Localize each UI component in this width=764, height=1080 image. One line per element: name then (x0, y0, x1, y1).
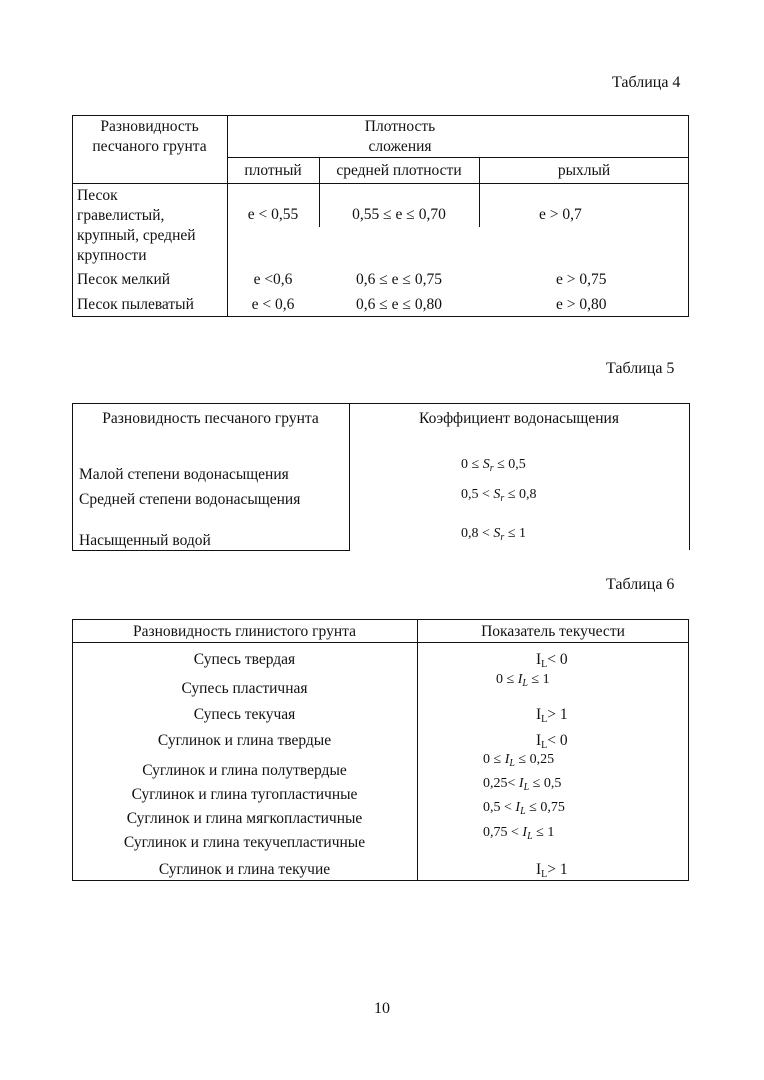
table4-cell: e <0,6 (253, 271, 293, 288)
table6-formula: $0,75 < I_L \le 1$ (483, 825, 555, 842)
table4-cell: e < 0,55 (247, 206, 299, 223)
table6-formula: $0,5 < I_L \le 0,75$ (483, 800, 565, 817)
table4-row3-name: Песок пылеватый (77, 296, 194, 313)
table4-row1-name: крупный, средней (77, 227, 196, 244)
table4-subheader-medium: средней плотности (336, 162, 462, 179)
page-number: 10 (374, 1000, 390, 1017)
table5-row2-name: Средней степени водонасыщения (79, 491, 301, 508)
table6-row-name: Суглинок и глина тугопластичные (131, 786, 358, 803)
table6-row-name: Суглинок и глина мягкопластичные (126, 810, 363, 827)
table6-formula: $0,25< I_L \le 0,5$ (483, 776, 562, 793)
table4-row2-name: Песок мелкий (77, 271, 171, 288)
table6-row-name: Суглинок и глина текучие (158, 861, 331, 878)
table6-row-name: Супесь текучая (193, 706, 296, 723)
table5-header-variety: Разновидность песчаного грунта (102, 410, 319, 427)
table4-subheader-dense: плотный (244, 162, 302, 179)
table6-header-liquidity: Показатель текучести (481, 623, 625, 640)
table4-row1-name: Песок (77, 187, 118, 204)
table4-row (77, 186, 196, 266)
table4-cell: e > 0,75 (556, 271, 607, 288)
table4-cell: e > 0,7 (539, 206, 582, 223)
table5-row1-formula: $0 \le S_r \le 0,5$ (461, 457, 526, 474)
table5-row2-formula: $0,5 < S_r \le 0,8$ (461, 487, 537, 504)
table6-row-name: Суглинок и глина полутвердые (142, 762, 347, 779)
table6-row-name: Суглинок и глина твердые (157, 732, 332, 749)
table6-formula: $0 \le I_L \le 1$ (496, 672, 550, 689)
table6-row-name: Супесь пластичная (181, 680, 308, 697)
table4-cell: e > 0,80 (556, 296, 607, 313)
table6-header-variety: Разновидность глинистого грунта (133, 623, 356, 640)
table6-formula: $0 \le I_L \le 0,25$ (483, 752, 555, 769)
table6-row-name: Супесь твердая (193, 651, 296, 668)
table4-cell: 0,6 ≤ e ≤ 0,75 (356, 271, 442, 288)
table4-header-density-2: сложения (368, 138, 432, 155)
table6-formula: $I_L< 0$ (536, 651, 568, 670)
table4-cell: e < 0,6 (251, 296, 295, 313)
table4-caption: Таблица 4 (612, 74, 681, 91)
table5-header-coefficient: Коэффициент водонасыщения (419, 410, 619, 427)
table6-row-name: Суглинок и глина текучепластичные (123, 834, 366, 851)
table5-row1-name: Малой степени водонасыщения (79, 466, 289, 483)
table4-cell: 0,6 ≤ e ≤ 0,80 (356, 296, 442, 313)
table5-row3-formula: $0,8 < S_r \le 1$ (461, 526, 526, 543)
table6-caption: Таблица 6 (606, 576, 675, 593)
table4-row1-name: крупности (77, 247, 147, 264)
table4-header-variety-2: песчаного грунта (92, 138, 207, 155)
table5-row3-name: Насыщенный водой (79, 532, 211, 549)
table6-formula: $I_L> 1$ (536, 706, 568, 725)
table4-cell: 0,55 ≤ e ≤ 0,70 (352, 206, 446, 223)
table4-header-variety: Разновидность (100, 118, 199, 135)
table4-row1-name: гравелистый, (77, 207, 165, 224)
table4-subheader-loose: рыхлый (557, 162, 611, 179)
table4-header-density: Плотность (364, 118, 436, 135)
table5-caption: Таблица 5 (606, 360, 675, 377)
table6-formula: $I_L< 0$ (536, 732, 568, 751)
table6-formula: $I_L> 1$ (536, 861, 568, 880)
